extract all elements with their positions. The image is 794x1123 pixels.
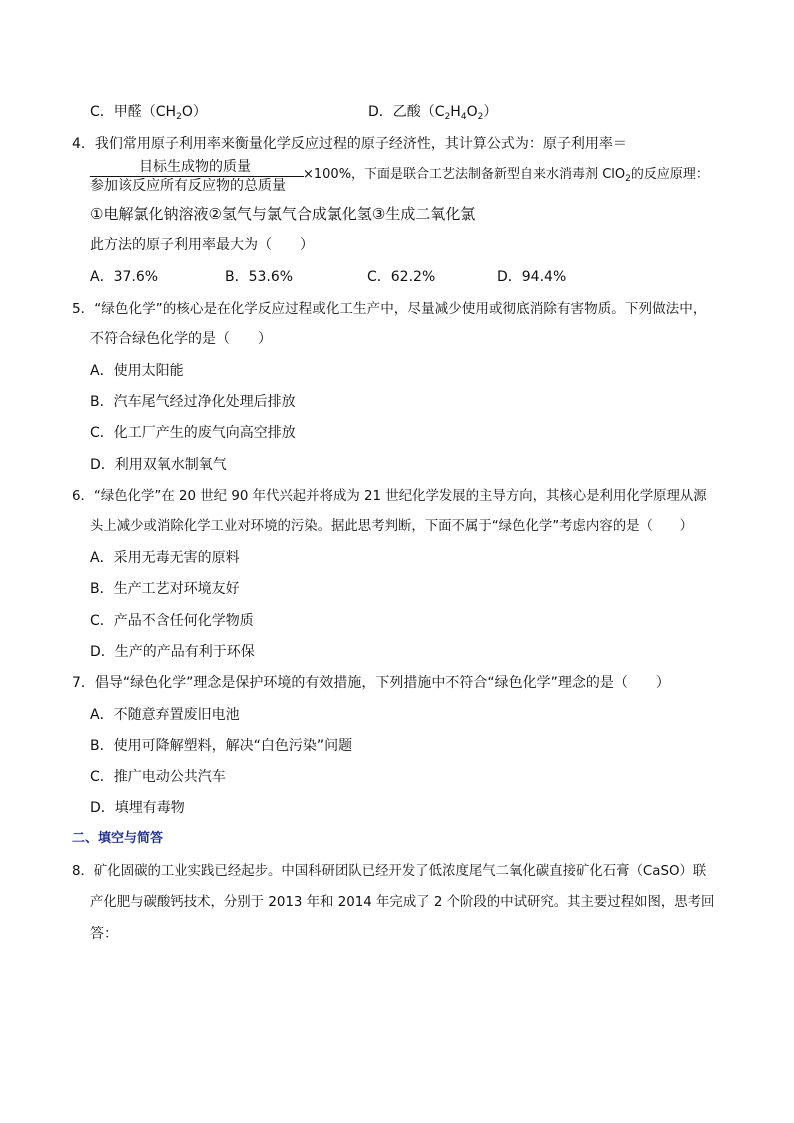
q3-option-d-text: D．乙酸（C — [368, 104, 445, 120]
q4-stem-line1: 4．我们常用原子利用率来衡量化学反应过程的原子经济性，其计算公式为：原子利用率＝ — [72, 136, 627, 152]
q4-stem-line3: ①电解氯化钠溶液②氢气与氯气合成氯化氢③生成二氧化氯 — [90, 205, 476, 223]
fraction-denominator: 参加该反应所有反应物的总质量 — [90, 178, 286, 194]
q8-stem-line2: 产化肥与碳酸钙技术，分别于 2013 年和 2014 年完成了 2 个阶段的中试研究。其主要过程如图，思考回 — [90, 895, 715, 910]
q4-option-a: A．37.6% — [90, 269, 159, 285]
q4-formula-fraction — [90, 159, 308, 195]
q7-option-b: B．使用可降解塑料，解决“白色污染”问题 — [90, 738, 353, 754]
q6-option-b: B．生产工艺对环境友好 — [90, 581, 240, 597]
q4-option-d: D．94.4% — [497, 269, 567, 285]
q4-option-b: B．53.6% — [225, 269, 294, 285]
section-title: 二、填空与简答 — [72, 831, 164, 846]
q4-stem-line4: 此方法的原子利用率最大为（ ） — [90, 237, 314, 253]
q3-option-c — [90, 103, 207, 126]
formula-part: H — [450, 104, 461, 120]
subscript: 4 — [460, 112, 467, 122]
formula-part: ） — [483, 104, 498, 120]
q8-stem-line1: 8．矿化固碳的工业实践已经起步。中国科研团队已经开发了低浓度尾气二氧化碳直接矿化石膏（CaSO）联 — [72, 864, 707, 879]
q5-option-b: B．汽车尾气经过净化处理后排放 — [90, 394, 296, 410]
q7-option-a: A．不随意弃置废旧电池 — [90, 707, 240, 723]
q5-stem-line2: 不符合绿色化学的是（ ） — [90, 331, 272, 347]
subscript: 2 — [176, 112, 182, 122]
formula-part: O — [466, 104, 478, 120]
q3-option-c-suffix: O） — [181, 104, 207, 120]
q8-stem-line3: 答： — [90, 926, 118, 942]
q5-option-d: D．利用双氧水制氧气 — [90, 457, 227, 473]
fraction-numerator: 目标生成物的质量 — [139, 159, 251, 175]
fraction-bar — [90, 176, 304, 177]
q3-option-d — [368, 103, 497, 126]
q4-stem-line2 — [303, 166, 709, 188]
q5-option-c: C．化工厂产生的废气向高空排放 — [90, 425, 296, 441]
q6-option-d: D．生产的产品有利于环保 — [90, 644, 255, 660]
q5-option-a: A．使用太阳能 — [90, 363, 184, 379]
q4-option-c: C．62.2% — [367, 269, 436, 285]
q5-stem-line1: 5．“绿色化学”的核心是在化学反应过程或化工生产中，尽量减少使用或彻底消除有害物质。下列做法中， — [72, 301, 707, 317]
q7-stem-line1: 7．倡导“绿色化学”理念是保护环境的有效措施，下列措施中不符合“绿色化学”理念的是（ ） — [72, 675, 670, 691]
q6-stem-line1: 6．“绿色化学”在 20 世纪 90 年代兴起并将成为 21 世纪化学发展的主导方向，其核心是利用化学原理从源 — [72, 489, 707, 504]
q4-stem-line2-end: 的反应原理： — [630, 167, 709, 182]
q6-stem-line2: 头上减少或消除化学工业对环境的污染。据此思考判断，下面不属于“绿色化学”考虑内容的是（ ） — [90, 519, 694, 534]
q6-option-c: C．产品不含任何化学物质 — [90, 613, 254, 629]
subscript: 2 — [477, 112, 484, 122]
q6-option-a: A．采用无毒无害的原料 — [90, 550, 240, 566]
q7-option-c: C．推广电动公共汽车 — [90, 769, 226, 785]
subscript: 2 — [444, 112, 451, 122]
q7-option-d: D．填埋有毒物 — [90, 800, 185, 816]
q3-option-c-text: C．甲醛（CH — [90, 104, 177, 120]
subscript: 2 — [625, 174, 631, 184]
q4-stem-line2-text: ×100%，下面是联合工艺法制备新型自来水消毒剂 ClO — [303, 167, 626, 182]
